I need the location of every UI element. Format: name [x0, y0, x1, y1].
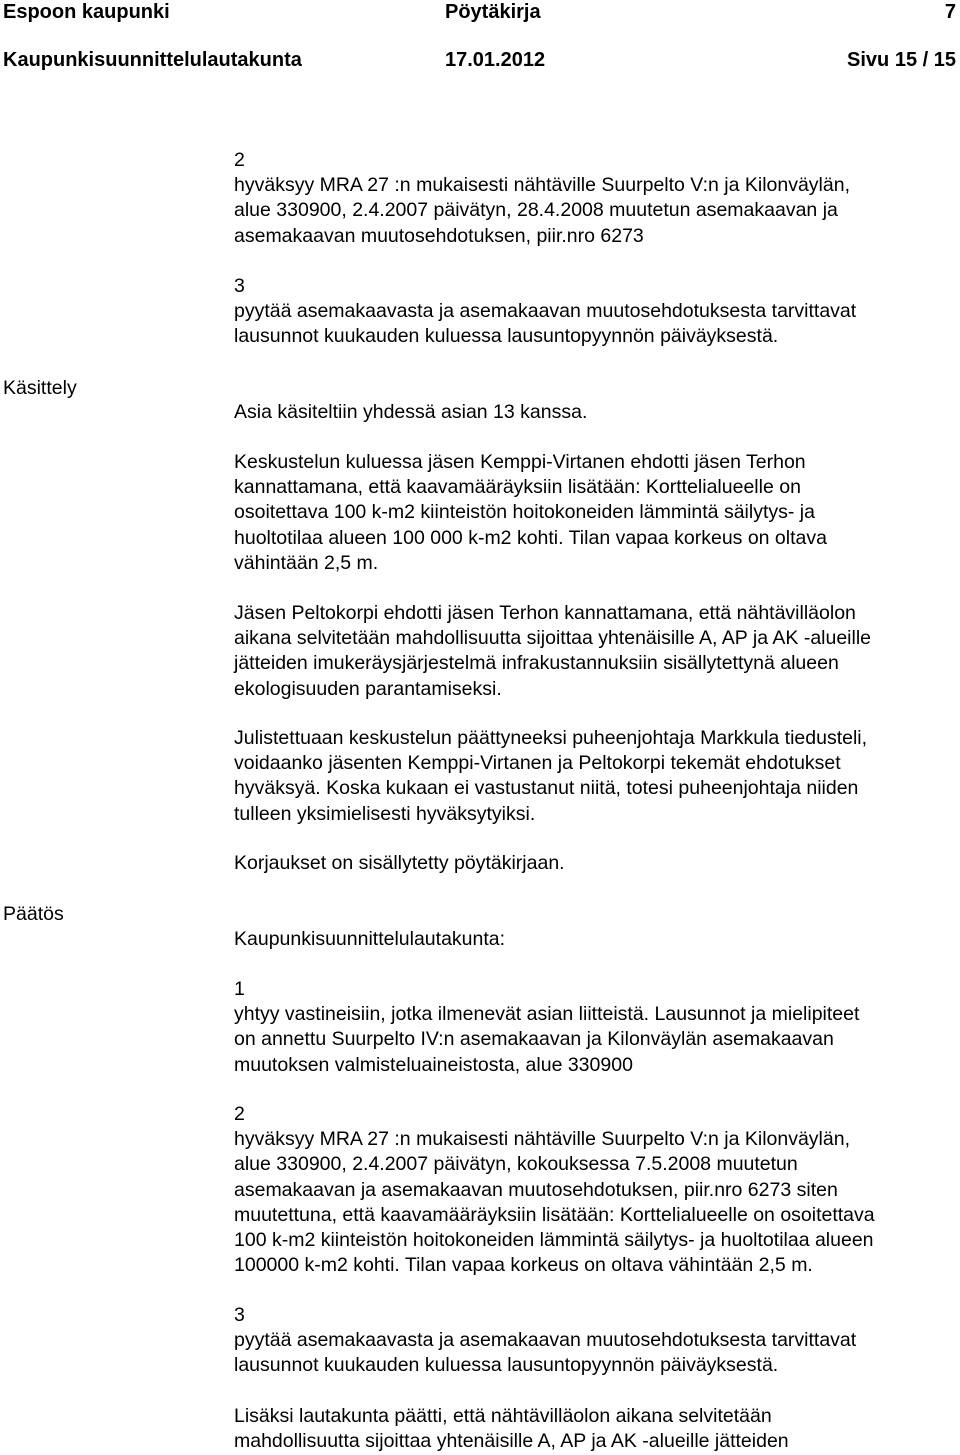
document-type: Pöytäkirja	[445, 1, 541, 23]
item-number: 1	[234, 978, 245, 1000]
decision-heading	[234, 927, 958, 952]
decision-item-2-original	[234, 148, 958, 249]
text-line: 100000 k-m2 kohti. Tilan vapaa korkeus on oltava vähintään 2,5 m.	[234, 1254, 813, 1277]
text-line: hyväksyä. Koska kukaan ei vastustanut niitä, totesi puheenjohtaja niiden	[234, 777, 859, 800]
handling-note	[234, 400, 958, 425]
section-label-kasittely: Käsittely	[3, 377, 77, 399]
text-line: muutoksen valmisteluaineistosta, alue 330900	[234, 1053, 633, 1076]
text-line: voidaanko jäsenten Kemppi-Virtanen ja Peltokorpi tekemät ehdotukset	[234, 752, 841, 775]
text-line: vähintään 2,5 m.	[234, 551, 379, 574]
discussion-paragraph-2	[234, 601, 958, 702]
decision-item-3-original	[234, 274, 958, 350]
text-line: Korjaukset on sisällytetty pöytäkirjaan.	[234, 852, 565, 874]
text-line: jätteiden imukeräysjärjestelmä infrakustannuksiin sisällytettynä alueen	[234, 652, 839, 675]
additional-decision	[234, 1404, 958, 1454]
discussion-paragraph-3	[234, 726, 958, 827]
text-line: aikana selvitetään mahdollisuutta sijoittaa yhtenäisille A, AP ja AK -alueille	[234, 627, 872, 650]
text-line: Jäsen Peltokorpi ehdotti jäsen Terhon kannattamana, että nähtävilläolon	[234, 602, 856, 624]
corrections-note	[234, 851, 958, 876]
text-line: Asia käsiteltiin yhdessä asian 13 kanssa.	[234, 401, 588, 423]
item-number: 2	[234, 149, 245, 171]
text-line: Lisäksi lautakunta päätti, että nähtävilläolon aikana selvitetään	[234, 1405, 772, 1427]
section-label-paatos: Päätös	[3, 903, 64, 925]
text-line: lausunnot kuukauden kuluessa lausuntopyynnön päiväyksestä.	[234, 1354, 779, 1377]
org-name: Espoon kaupunki	[3, 1, 170, 23]
text-line: on annettu Suurpelto IV:n asemakaavan ja Kilonväylän asemakaavan	[234, 1028, 834, 1051]
text-line: kannattamana, että kaavamääräyksiin lisätään: Korttelialueelle on	[234, 476, 801, 499]
text-line: asemakaavan ja asemakaavan muutosehdotuksen, piir.nro 6273 siten	[234, 1178, 838, 1201]
item-number: 2	[234, 1103, 245, 1125]
text-line: Keskustelun kuluessa jäsen Kemppi-Virtanen ehdotti jäsen Terhon	[234, 451, 806, 473]
text-line: hyväksyy MRA 27 :n mukaisesti nähtäville Suurpelto V:n ja Kilonväylän,	[234, 174, 851, 197]
decision-item-1	[234, 977, 958, 1078]
text-line: alue 330900, 2.4.2007 päivätyn, kokouksessa 7.5.2008 muutetun	[234, 1153, 798, 1176]
text-line: lausunnot kuukauden kuluessa lausuntopyynnön päiväyksestä.	[234, 325, 779, 348]
text-line: huoltotilaa alueen 100 000 k-m2 kohti. Tilan vapaa korkeus on oltava	[234, 526, 827, 549]
text-line: osoitettava 100 k-m2 kiinteistön hoitokoneiden lämmintä säilytys- ja	[234, 501, 815, 524]
text-line: hyväksyy MRA 27 :n mukaisesti nähtäville Suurpelto V:n ja Kilonväylän,	[234, 1128, 851, 1151]
committee-name: Kaupunkisuunnittelulautakunta	[3, 49, 302, 71]
item-number: 3	[234, 275, 245, 297]
text-line: pyytää asemakaavasta ja asemakaavan muutosehdotuksesta tarvittavat	[234, 1329, 857, 1352]
text-line: 100 k-m2 kiinteistön hoitokoneiden lämmintä säilytys- ja huoltotilaa alueen	[234, 1229, 874, 1252]
section-number: 7	[944, 1, 956, 23]
text-line: ekologisuuden parantamiseksi.	[234, 677, 502, 700]
discussion-paragraph-1	[234, 450, 958, 576]
text-line: Kaupunkisuunnittelulautakunta:	[234, 928, 506, 950]
text-line: yhtyy vastineisiin, jotka ilmenevät asian liitteistä. Lausunnot ja mielipiteet	[234, 1003, 860, 1026]
text-line: Julistettuaan keskustelun päättyneeksi puheenjohtaja Markkula tiedusteli,	[234, 727, 868, 749]
text-line: muutettuna, että kaavamääräyksiin lisätään: Korttelialueelle on osoitettava	[234, 1203, 875, 1226]
text-line: alue 330900, 2.4.2007 päivätyn, 28.4.2008 muutetun asemakaavan ja	[234, 199, 838, 222]
meeting-date: 17.01.2012	[445, 49, 546, 71]
decision-item-2	[234, 1102, 958, 1278]
text-line: tulleen yksimielisesti hyväksytyiksi.	[234, 802, 536, 825]
page-number: Sivu 15 / 15	[847, 49, 956, 71]
decision-item-3	[234, 1303, 958, 1379]
item-number: 3	[234, 1304, 245, 1326]
text-line: asemakaavan muutosehdotuksen, piir.nro 6273	[234, 224, 644, 247]
text-line: pyytää asemakaavasta ja asemakaavan muutosehdotuksesta tarvittavat	[234, 300, 857, 323]
text-line: mahdollisuutta sijoittaa yhtenäisille A, AP ja AK -alueille jätteiden	[234, 1430, 789, 1453]
